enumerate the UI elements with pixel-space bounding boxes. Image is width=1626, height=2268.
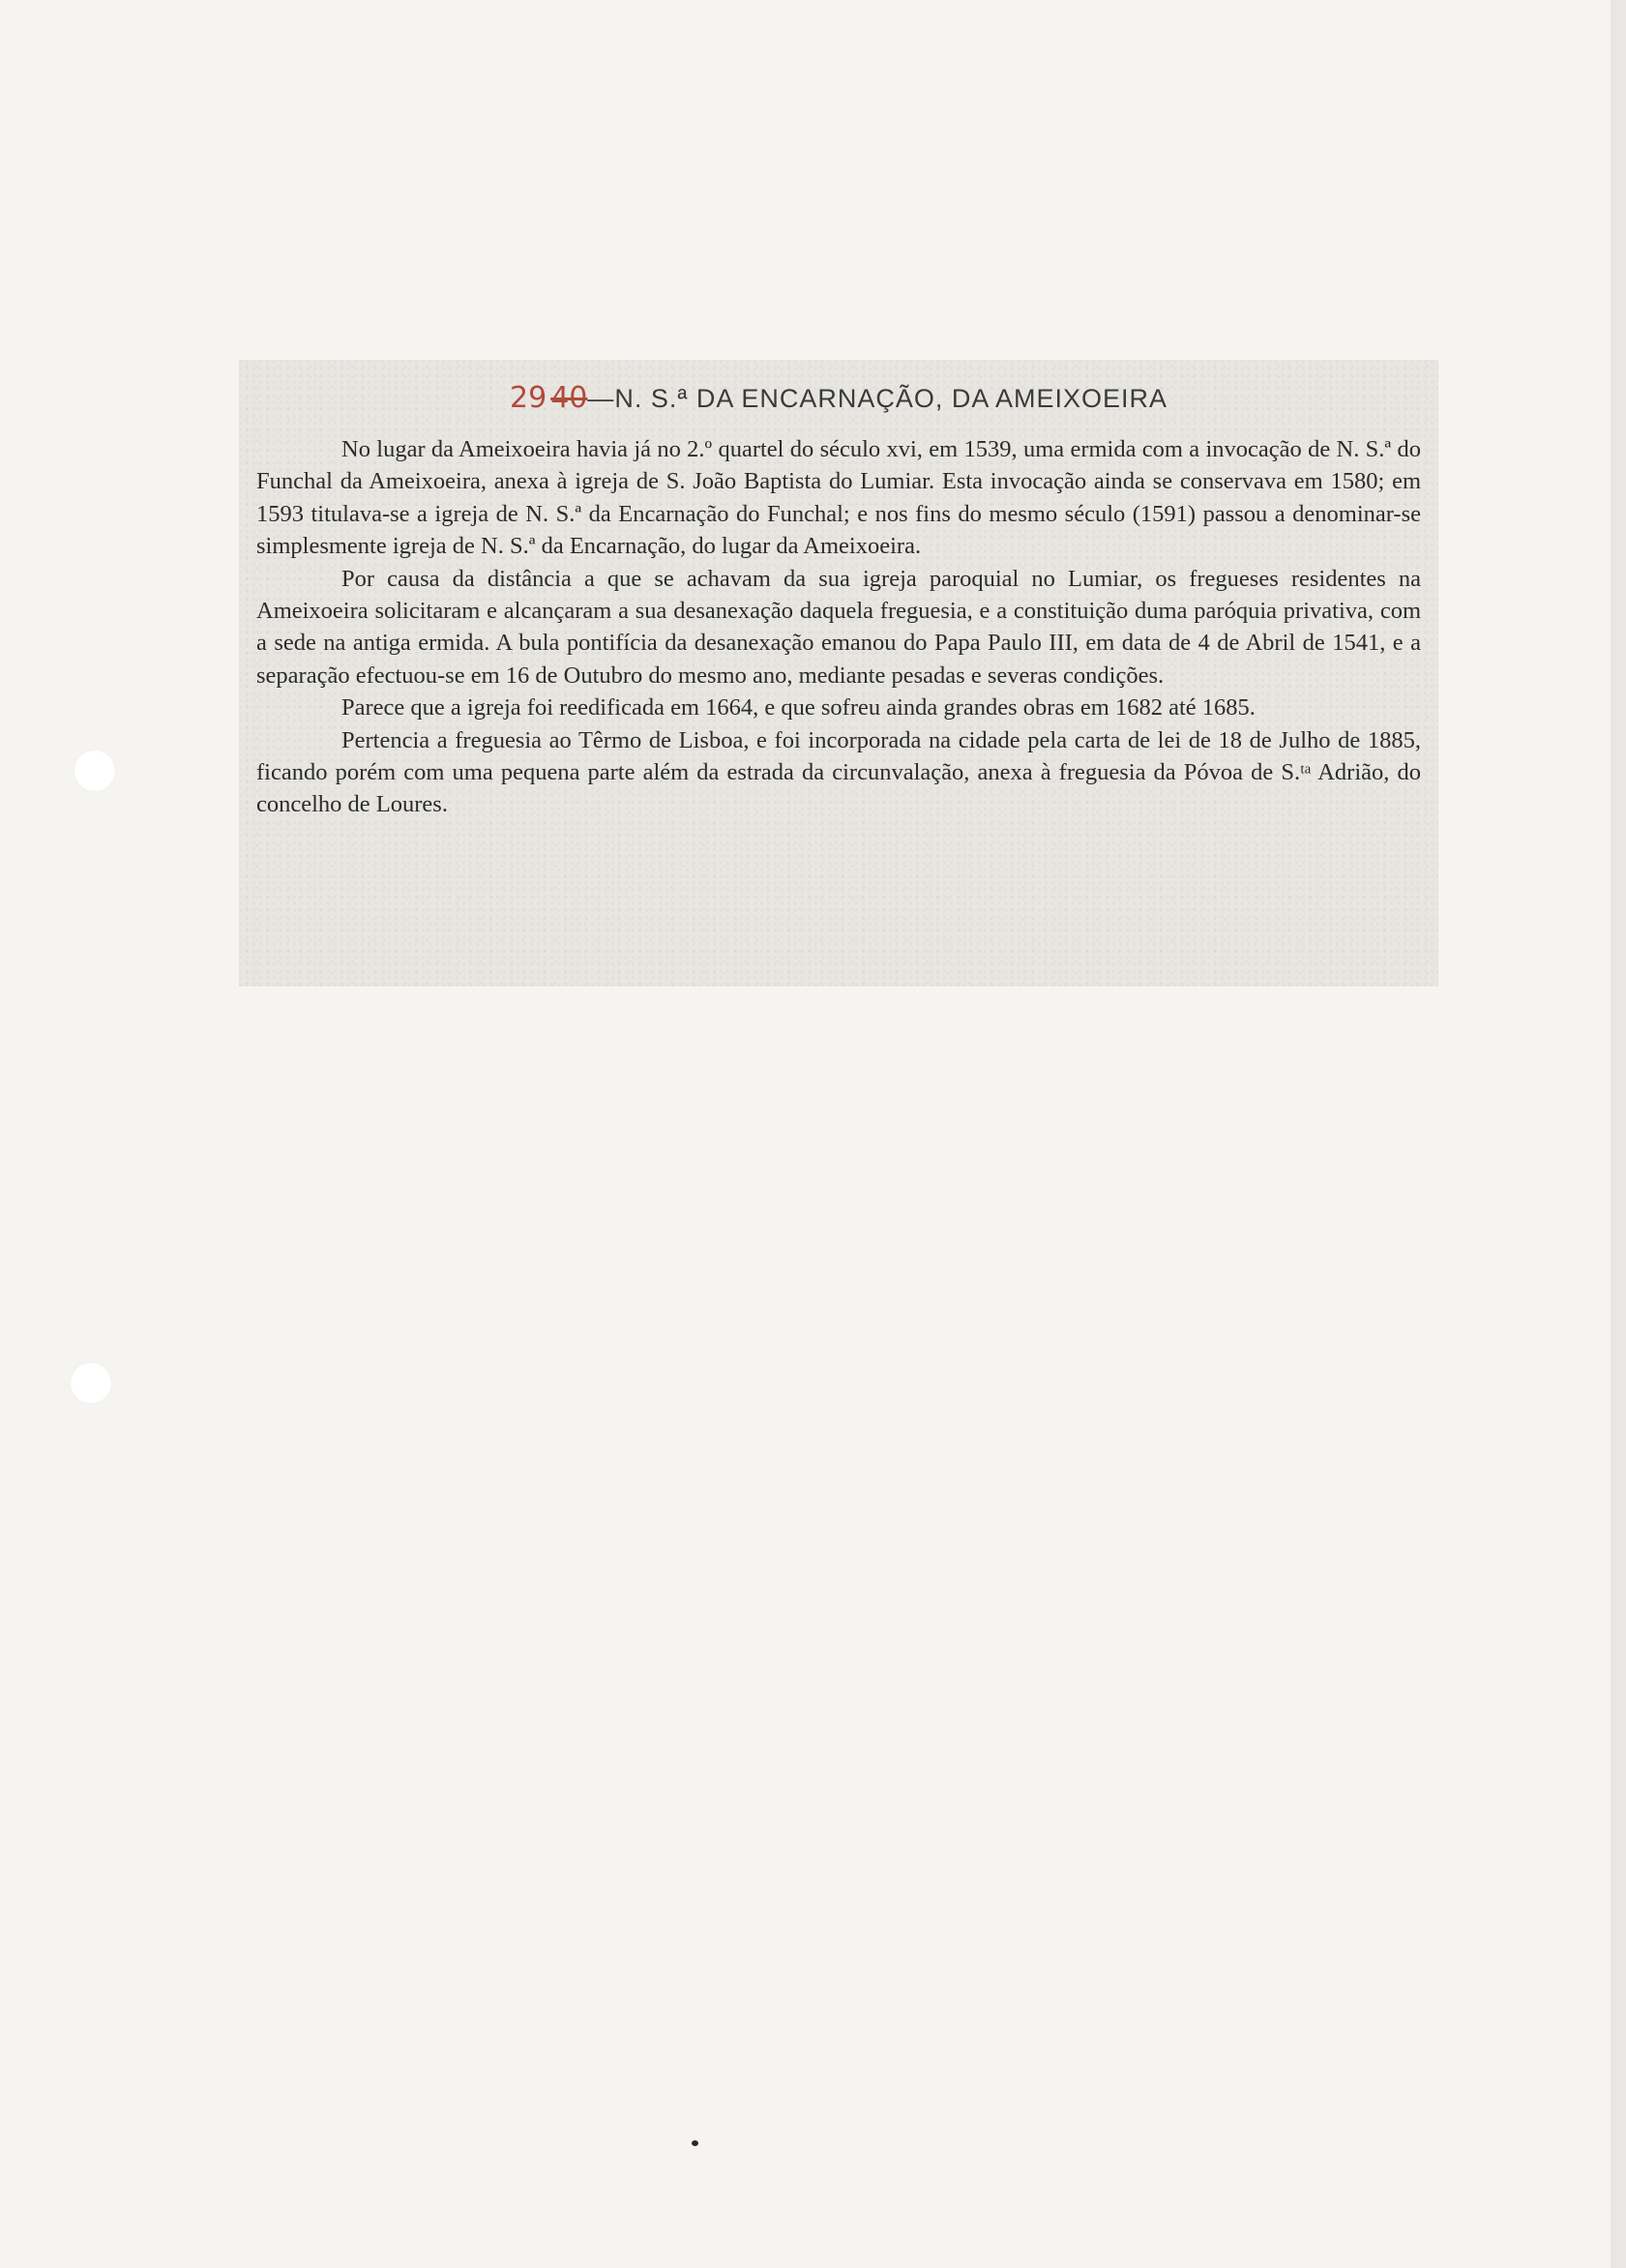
ink-mark	[692, 2140, 698, 2146]
clipping-heading	[256, 377, 1421, 420]
punch-hole	[74, 750, 116, 792]
article-body	[256, 433, 1421, 821]
paragraph: Parece que a igreja foi reedificada em 1664, e que sofreu ainda grandes obras em 1682 até 1685.	[341, 694, 1256, 722]
punch-hole	[70, 1362, 112, 1404]
paragraph: Pertencia a freguesia ao Têrmo de Lisboa, e foi incorporada na cidade pela carta de lei de 18 de Julho de 1885, ficando porém com uma pequena parte além da estrada da circunvalação, anexa à freguesia da Póvoa de S.ᵗᵃ Adrião, do concelho de Loures.	[256, 726, 1421, 818]
struck-out-number: 40	[550, 381, 588, 415]
paragraph: No lugar da Ameixoeira havia já no 2.º quartel do século xvi, em 1539, uma ermida com a invocação de N. S.ª do Funchal da Ameixoeira, anexa à igreja de S. João Baptista do Lumiar. Esta invocação ainda se conservava em 1580; em 1593 titulava-se a igreja de N. S.ª da Encarnação do Funchal; e nos fins do mesmo século (1591) passou a denominar-se simplesmente igreja de N. S.ª da Encarnação, do lugar da Ameixoeira.	[256, 436, 1421, 560]
paragraph: Por causa da distância a que se achavam da sua igreja paroquial no Lumiar, os fregueses residentes na Ameixoeira solicitaram e alcançaram a sua desanexação daquela freguesia, e a constituição duma paróquia privativa, com a sede na antiga ermida. A bula pontifícia da desanexação emanou do Papa Paulo III, em data de 4 de Abril de 1541, e a separação efectuou-se em 16 de Outubro do mesmo ano, mediante pesadas e severas condições.	[256, 565, 1421, 689]
handwritten-number: 29	[510, 381, 547, 415]
newspaper-clipping	[239, 360, 1438, 987]
page-edge	[1611, 0, 1626, 2268]
heading-title: —N. S.ª DA ENCARNAÇÃO, DA AMEIXOEIRA	[587, 384, 1168, 413]
